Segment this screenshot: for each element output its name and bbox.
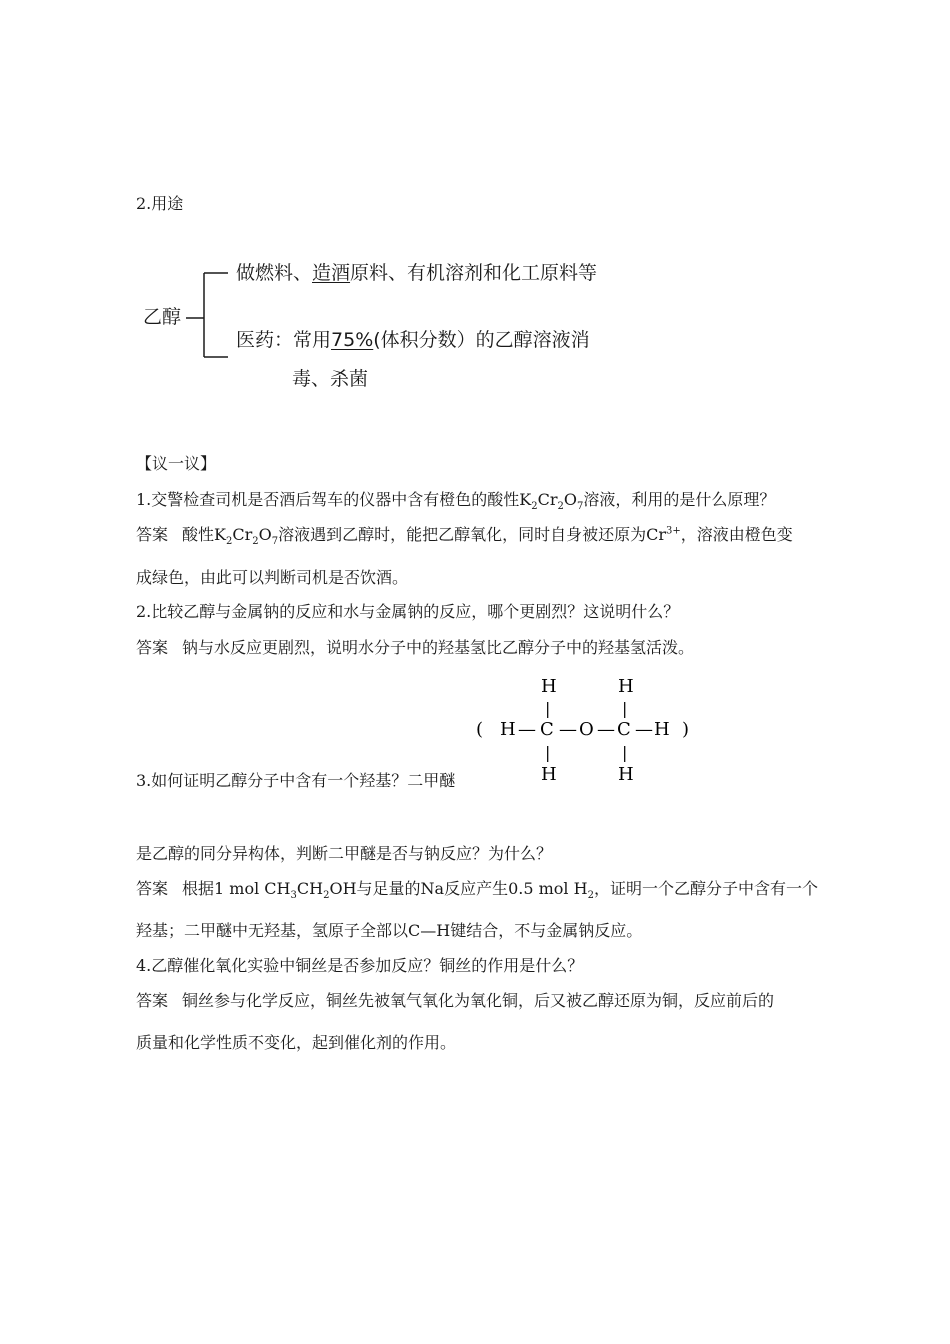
bond-c-h-right: — <box>635 719 653 740</box>
dimethyl-ether-structure <box>470 672 710 790</box>
usage-diagram <box>136 255 656 395</box>
question-4: 4.乙醇催化氧化实验中铜丝是否参加反应？铜丝的作用是什么？ <box>136 956 584 975</box>
answer-1: 答案 酸性$K_2Cr_2O_7$溶液遇到乙醇时，能把乙醇氧化，同时自身被还原为$Cr^{3+}$，溶液由橙色变 <box>136 525 793 548</box>
question-3: 3.如何证明乙醇分子中含有一个羟基？二甲醚 <box>136 771 456 790</box>
answer-4-line2: 质量和化学性质不变化，起到催化剂的作用。 <box>136 1033 457 1052</box>
diagram-branch-medicine: 医药：常用75%(体积分数）的乙醇溶液消 <box>236 329 590 351</box>
bond-c-o: — <box>559 719 577 740</box>
paren-open: ( <box>476 719 484 740</box>
diagram-root: 乙醇 <box>143 306 182 328</box>
atom-h-top-right: H <box>618 676 634 697</box>
question-3-line2: 是乙醇的同分异构体，判断二甲醚是否与钠反应？为什么？ <box>136 844 553 863</box>
question-1: 1.交警检查司机是否酒后驾车的仪器中含有橙色的酸性$K_2Cr_2O_7$溶液，利用的是什么原理？ <box>136 490 776 513</box>
bond-bottom-left: | <box>545 743 551 762</box>
answer-4: 答案 铜丝参与化学反应，铜丝先被氧气氧化为氧化铜，后又被乙醇还原为铜，反应前后的 <box>136 991 775 1010</box>
diagram-branch-medicine-line2: 毒、杀菌 <box>292 368 369 390</box>
answer-label: 答案 <box>136 879 169 898</box>
bond-top-right: | <box>622 699 628 718</box>
paren-close: ) <box>682 719 690 740</box>
bond-top-left: | <box>545 699 551 718</box>
bond-bottom-right: | <box>622 743 628 762</box>
atom-h-bottom-left: H <box>541 764 557 785</box>
answer-2: 答案 钠与水反应更剧烈，说明水分子中的羟基氢比乙醇分子中的羟基氢活泼。 <box>136 638 695 657</box>
atom-o: O <box>579 719 594 740</box>
atom-h-bottom-right: H <box>618 764 634 785</box>
question-2: 2.比较乙醇与金属钠的反应和水与金属钠的反应，哪个更剧烈？这说明什么？ <box>136 602 680 621</box>
atom-h-top-left: H <box>541 676 557 697</box>
atom-c-right: C <box>617 719 631 740</box>
answer-1-line2: 成绿色，由此可以判断司机是否饮酒。 <box>136 568 409 587</box>
answer-3: 答案 根据1 mol $CH_3CH_2OH$与足量的Na反应产生0.5 mol $H_2$，证明一个乙醇分子中含有一个 <box>136 879 818 902</box>
bond-o-c: — <box>597 719 615 740</box>
answer-label: 答案 <box>136 991 169 1010</box>
answer-3-line2: 羟基；二甲醚中无羟基，氢原子全部以C—H键结合，不与金属钠反应。 <box>136 921 643 940</box>
diagram-branch-fuel: 做燃料、造酒原料、有机溶剂和化工原料等 <box>236 262 598 284</box>
section-title: 2.用途 <box>136 194 184 213</box>
discussion-heading: 【议一议】 <box>136 454 217 473</box>
atom-h-right: H <box>654 719 670 740</box>
answer-label: 答案 <box>136 638 169 657</box>
answer-label: 答案 <box>136 525 169 544</box>
atom-c-left: C <box>540 719 554 740</box>
atom-h-left: H <box>500 719 516 740</box>
bond-h-c-left: — <box>518 719 536 740</box>
